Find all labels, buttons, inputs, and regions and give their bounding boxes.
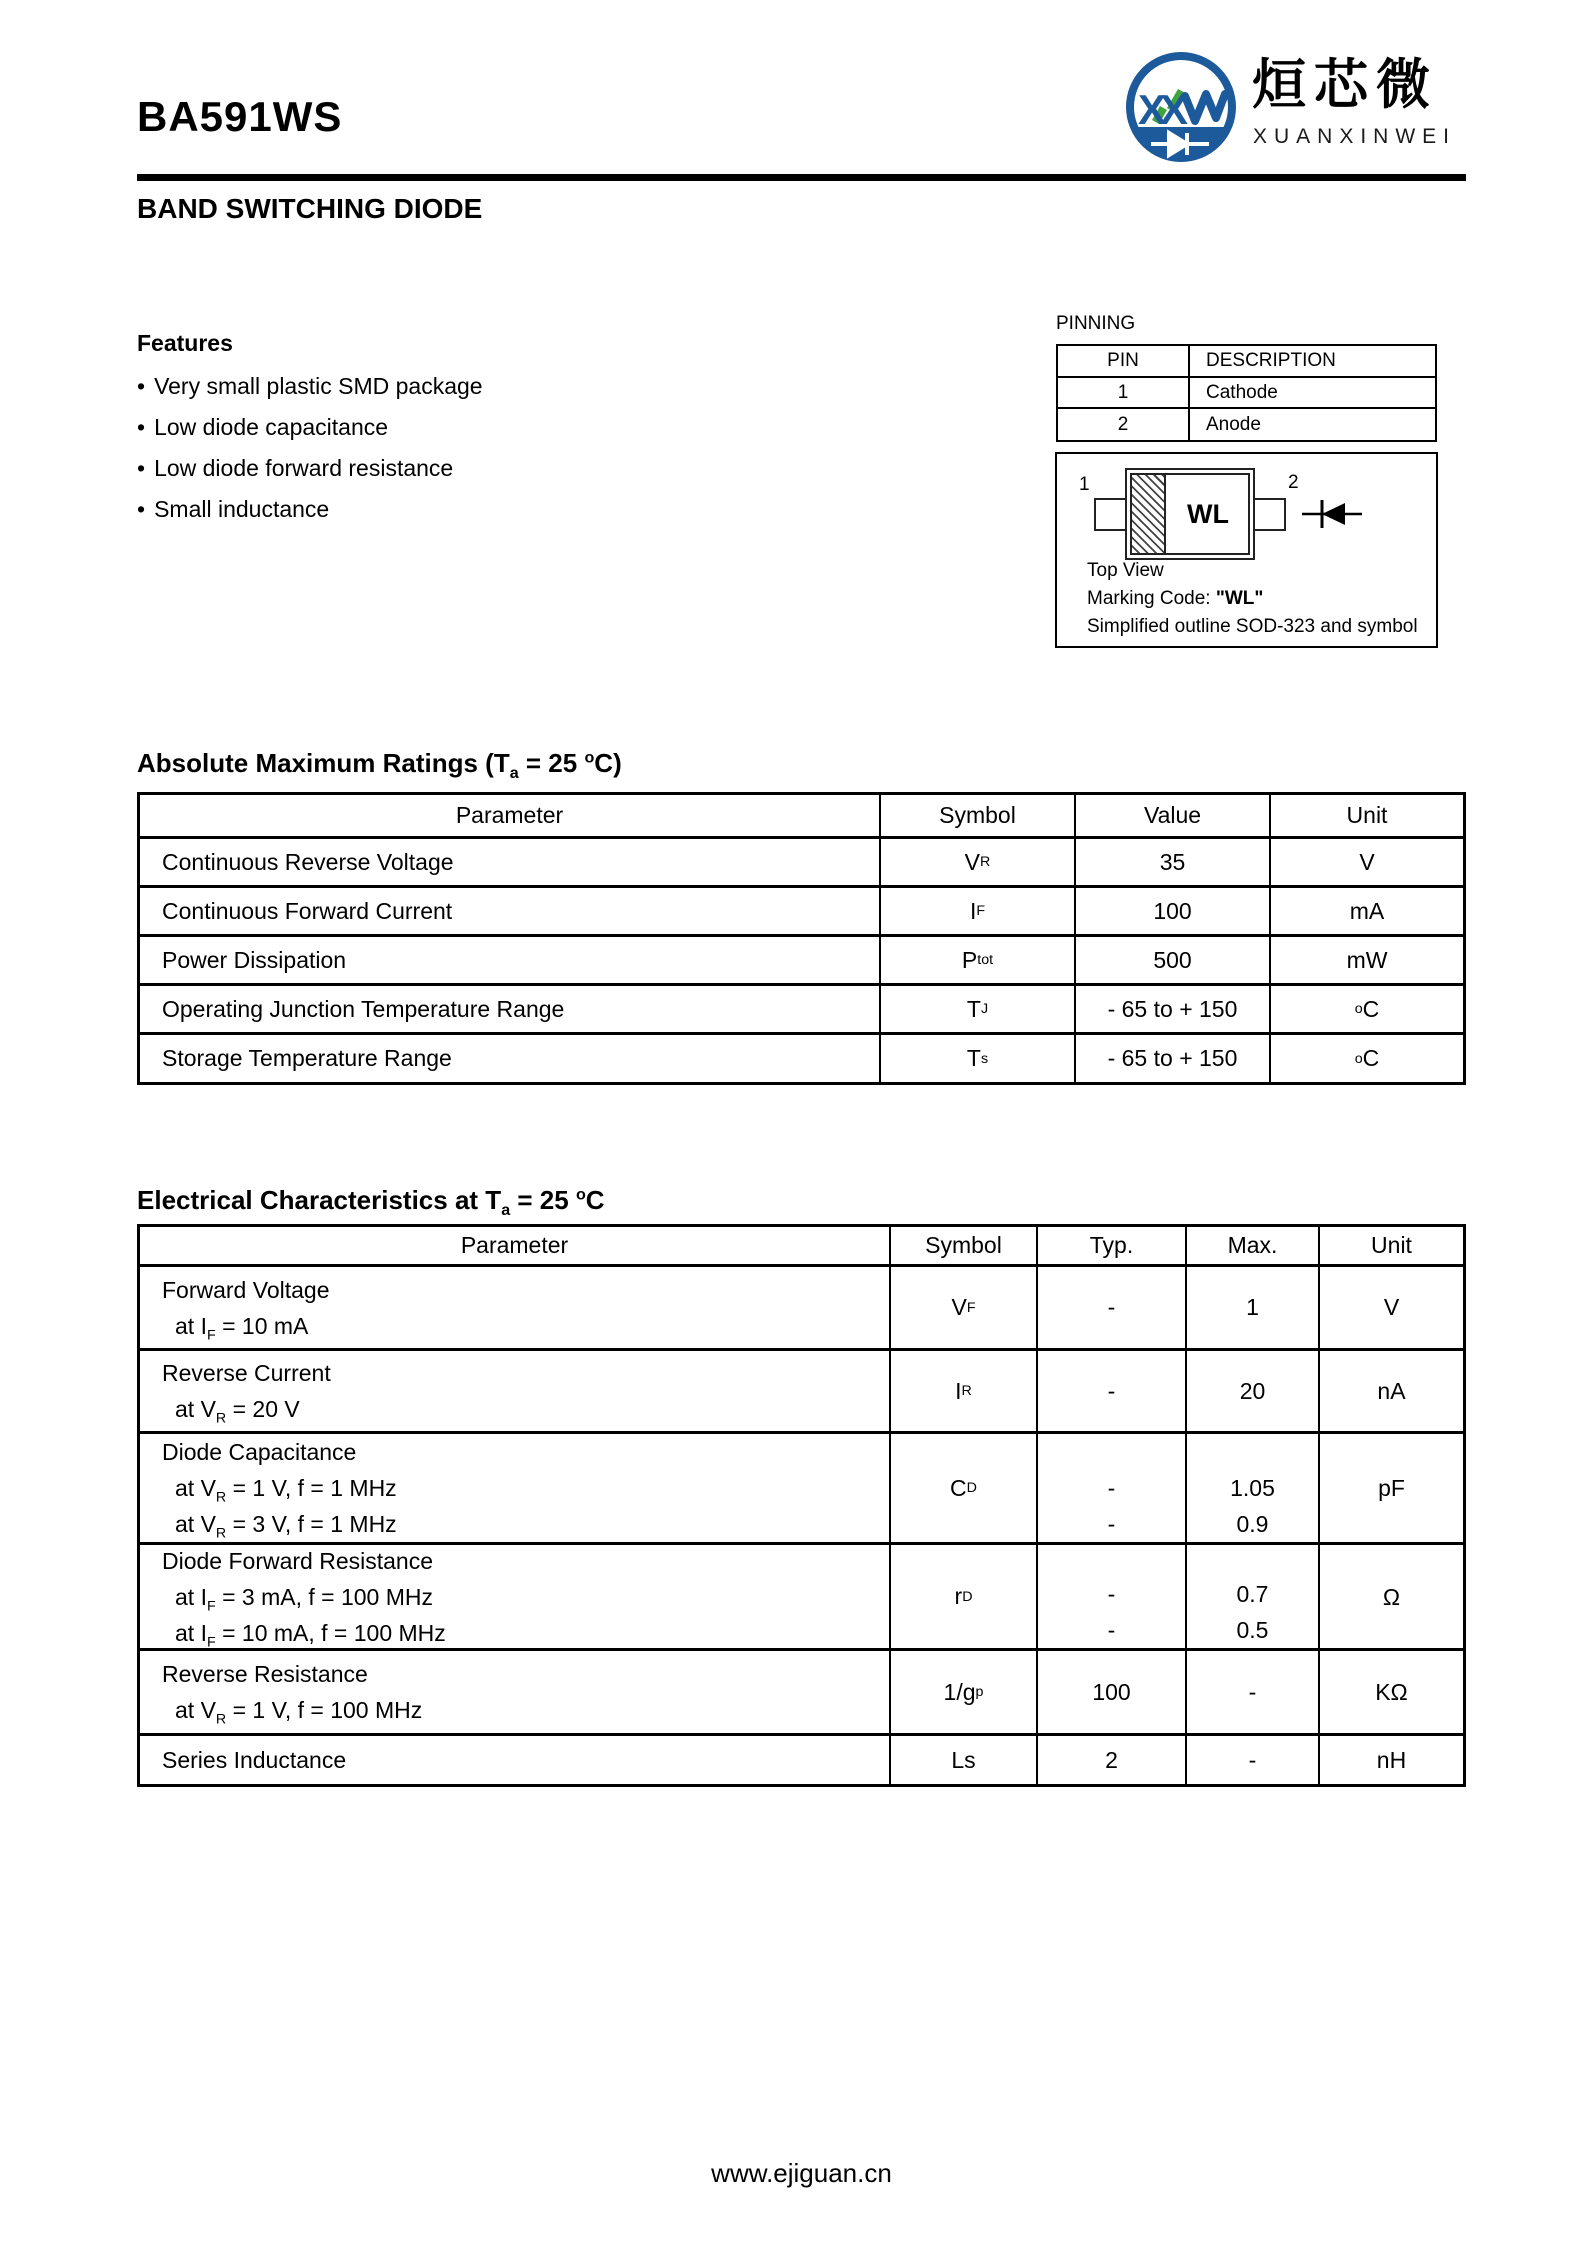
symbol-cell: C D [891, 1434, 1038, 1545]
pin1-label: 1 [1079, 474, 1090, 495]
unit-cell: mA [1271, 888, 1463, 937]
features-list [137, 366, 483, 530]
electrical-characteristics-table [137, 1224, 1466, 1787]
absolute-maximum-ratings-table [137, 792, 1466, 1085]
symbol-cell: I R [891, 1351, 1038, 1434]
caption-line: Marking Code: "WL" [1087, 588, 1264, 609]
pin-description: Cathode [1190, 378, 1435, 409]
typ-cell: - - [1038, 1434, 1187, 1545]
package-lead-right [1253, 498, 1286, 531]
param-cell: Power Dissipation [140, 937, 881, 986]
diode-symbol-icon [1300, 494, 1368, 534]
column-header: Typ. [1038, 1227, 1187, 1267]
param-cell: Reverse Current at $V_R = 20$ V [140, 1351, 891, 1434]
marking-code: WL [1187, 498, 1229, 529]
param-cell: Forward Voltage at $I_F = 10$ mA [140, 1267, 891, 1351]
max-cell: 20 [1187, 1351, 1320, 1434]
symbol-cell: T J [881, 986, 1076, 1035]
typ-cell: - - [1038, 1545, 1187, 1651]
caption-line: Top View [1087, 560, 1164, 581]
column-header: DESCRIPTION [1190, 346, 1435, 378]
symbol-cell: V R [881, 839, 1076, 888]
typ-cell: - [1038, 1267, 1187, 1351]
param-cell: Reverse Resistance at $V_R = 1$ V, f = 100 MHz [140, 1651, 891, 1736]
header-rule [137, 174, 1466, 181]
unit-cell: KΩ [1320, 1651, 1463, 1736]
page-title: BAND SWITCHING DIODE [137, 193, 483, 224]
features-title: Features [137, 330, 233, 356]
unit-cell: V [1271, 839, 1463, 888]
max-cell: 1.05 0.9 [1187, 1434, 1320, 1545]
caption-line: Simplified outline SOD-323 and symbol [1087, 616, 1418, 637]
param-cell: Series Inductance [140, 1736, 891, 1784]
section-title-absolute-maximum-ratings: Absolute Maximum Ratings ($T_a = 25$ $^o$C) [137, 748, 622, 783]
figure-caption [1087, 557, 1418, 641]
value-cell: - 65 to + 150 [1076, 986, 1271, 1035]
unit-cell: Ω [1320, 1545, 1463, 1651]
pin-description: Anode [1206, 413, 1261, 435]
param-cell: Continuous Reverse Voltage [140, 839, 881, 888]
unit-cell: pF [1320, 1434, 1463, 1545]
column-header: Max. [1187, 1227, 1320, 1267]
symbol-cell: r D [891, 1545, 1038, 1651]
value-cell: 35 [1076, 839, 1271, 888]
column-header: Unit [1271, 795, 1463, 839]
company-logo-icon [1121, 48, 1241, 170]
part-number: BA591WS [137, 93, 343, 140]
typ-cell: 100 [1038, 1651, 1187, 1736]
param-cell: Operating Junction Temperature Range [140, 986, 881, 1035]
unit-cell: V [1320, 1267, 1463, 1351]
symbol-cell: I F [881, 888, 1076, 937]
unit-cell: nA [1320, 1351, 1463, 1434]
company-name-en: XUANXINWEI [1253, 125, 1457, 148]
column-header: Parameter [140, 1227, 891, 1267]
param-cell: Diode Forward Resistance at $I_F = 3$ mA, f = 100 MHz at $I_F = 10$ mA, f = 100 MHz [140, 1545, 891, 1651]
max-cell: 1 [1187, 1267, 1320, 1351]
feature-item: • Low diode capacitance [137, 414, 389, 440]
column-header: Value [1076, 795, 1271, 839]
feature-item: • Small inductance [137, 496, 330, 522]
column-header: Symbol [881, 795, 1076, 839]
symbol-cell: Ls [891, 1736, 1038, 1784]
symbol-cell: P tot [881, 937, 1076, 986]
value-cell: - 65 to + 150 [1076, 1035, 1271, 1082]
package-outline-figure [1055, 452, 1438, 648]
column-header: PIN [1058, 346, 1190, 378]
pinning-label: PINNING [1056, 313, 1136, 334]
symbol-cell: V F [891, 1267, 1038, 1351]
unit-cell: mW [1271, 937, 1463, 986]
unit-cell: o C [1271, 986, 1463, 1035]
column-header: Unit [1320, 1227, 1463, 1267]
column-header: Parameter [140, 795, 881, 839]
value-cell: 100 [1076, 888, 1271, 937]
package-lead-left [1094, 498, 1127, 531]
feature-item: • Very small plastic SMD package [137, 373, 483, 399]
pinning-table [1056, 344, 1437, 442]
footer-url: www.ejiguan.cn [711, 2158, 892, 2188]
max-cell: - [1187, 1651, 1320, 1736]
param-cell: Storage Temperature Range [140, 1035, 881, 1082]
symbol-cell: 1/g p [891, 1651, 1038, 1736]
typ-cell: - [1038, 1351, 1187, 1434]
pin2-label: 2 [1288, 472, 1299, 493]
feature-item: • Low diode forward resistance [137, 455, 454, 481]
unit-cell: o C [1354, 1045, 1380, 1071]
pin-number: 1 [1058, 378, 1190, 409]
cathode-band [1132, 475, 1166, 553]
param-cell: Continuous Forward Current [140, 888, 881, 937]
company-name-cn: 烜芯微 [1252, 55, 1438, 115]
param-cell: Diode Capacitance at $V_R = 1$ V, f = 1 MHz at $V_R = 3$ V, f = 1 MHz [140, 1434, 891, 1545]
column-header: Symbol [891, 1227, 1038, 1267]
svg-text:XX: XX [1138, 86, 1183, 133]
max-cell: 0.7 0.5 [1187, 1545, 1320, 1651]
value-cell: 500 [1076, 937, 1271, 986]
pin-number: 2 [1058, 409, 1190, 440]
max-cell: - [1187, 1736, 1320, 1784]
section-title-electrical-characteristics: Electrical Characteristics at $T_a = 25$ $^o$C [137, 1185, 605, 1220]
symbol-cell: T s [881, 1035, 1076, 1082]
unit-cell: nH [1376, 1746, 1407, 1773]
typ-cell: 2 [1038, 1736, 1187, 1784]
